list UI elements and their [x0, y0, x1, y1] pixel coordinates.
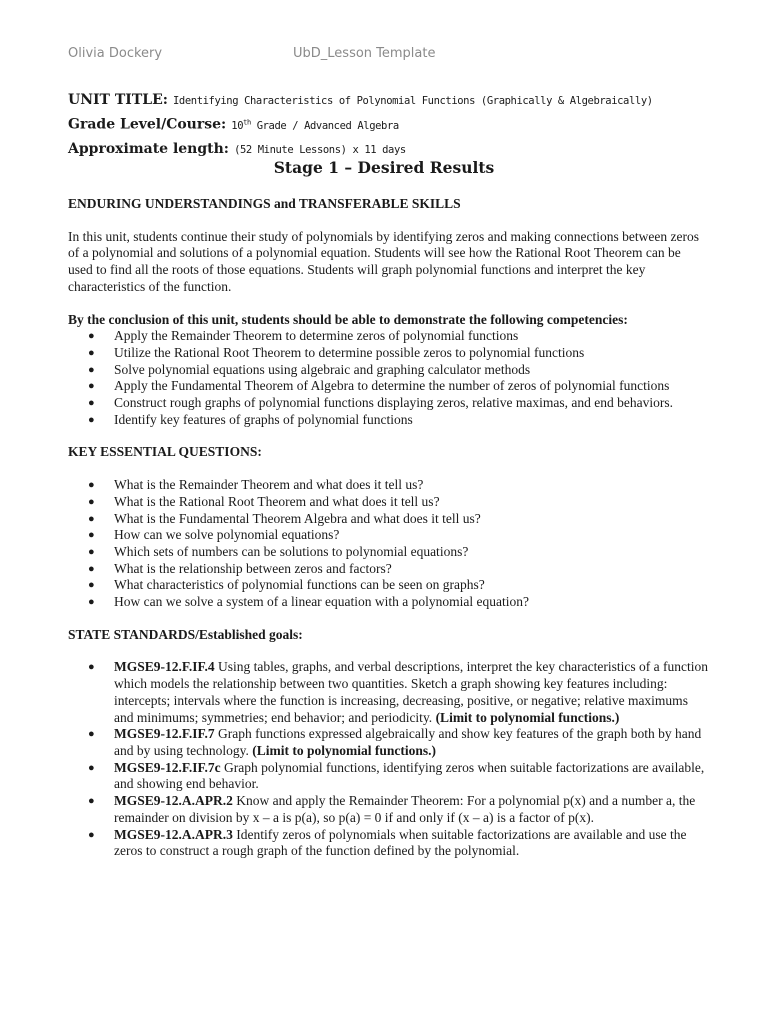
question-item-text: What is the Fundamental Theorem Algebra and what does it tell us? [114, 510, 481, 526]
competency-item-text: Solve polynomial equations using algebraic and graphing calculator methods [114, 361, 531, 377]
grade-value [231, 120, 399, 132]
competency-intro: By the conclusion of this unit, students should be able to demonstrate the following competencies: [68, 311, 628, 327]
standard-limit-note: (Limit to polynomial functions.) [252, 742, 436, 758]
question-item-text: What is the relationship between zeros and factors? [114, 560, 392, 576]
standard-item [68, 760, 708, 793]
grade-suffix: th [243, 118, 251, 126]
page-header [68, 46, 708, 66]
standard-text: Identify zeros of polynomials when suitable factorizations are available and use the zeros to construct a rough graph of the function defined by the polynomial. [114, 826, 687, 859]
standard-code: MGSE9-12.F.IF.7 [114, 726, 215, 742]
question-item-text: How can we solve polynomial equations? [114, 527, 340, 543]
enduring-paragraph: In this unit, students continue their study of polynomials by identifying zeros and making connections between zeros of a polynomial and solutions of a polynomial equation. Students will see how the Rational Root Theorem can be used to find all the roots of those equations. Students will graph polynomial functions and interpret the key characteristics of the function. [68, 228, 699, 294]
competency-item-text: Apply the Remainder Theorem to determine zeros of polynomial functions [114, 328, 519, 344]
unit-title-line [68, 88, 728, 112]
bullet-icon: ● [88, 363, 95, 376]
standard-item [68, 659, 708, 726]
template-name: UbD_Lesson Template [293, 46, 436, 61]
bullet-icon: ● [88, 512, 95, 525]
standard-code: MGSE9-12.F.IF.4 [114, 659, 215, 675]
unit-meta [68, 88, 728, 161]
bullet-icon: ● [88, 413, 95, 426]
bullet-icon: ● [88, 728, 95, 741]
competency-item-text: Apply the Fundamental Theorem of Algebra to determine the number of zeros of polynomial functions [114, 378, 670, 394]
document-body [68, 196, 708, 860]
length-value: (52 Minute Lessons) x 11 days [234, 143, 406, 156]
grade-number: 10 [231, 119, 244, 132]
questions-heading: KEY ESSENTIAL QUESTIONS: [68, 444, 262, 460]
question-item-text: Which sets of numbers can be solutions to polynomial equations? [114, 543, 469, 559]
bullet-icon: ● [88, 479, 95, 492]
question-item-text: How can we solve a system of a linear equation with a polynomial equation? [114, 594, 530, 610]
bullet-icon: ● [88, 330, 95, 343]
question-item [68, 494, 708, 511]
bullet-icon: ● [88, 661, 95, 674]
author-name: Olivia Dockery [68, 46, 163, 61]
competency-item [68, 412, 708, 429]
bullet-icon: ● [88, 596, 95, 609]
length-line [68, 137, 728, 161]
competency-list [68, 328, 708, 428]
question-item [68, 477, 708, 494]
bullet-icon: ● [88, 828, 95, 841]
question-item [68, 561, 708, 578]
competency-item [68, 345, 708, 362]
standard-item [68, 793, 708, 826]
bullet-icon: ● [88, 346, 95, 359]
unit-title-value: Identifying Characteristics of Polynomial Functions (Graphically & Algebraically) [173, 95, 653, 107]
question-item [68, 544, 708, 561]
bullet-icon: ● [88, 397, 95, 410]
competency-item-text: Identify key features of graphs of polynomial functions [114, 411, 413, 427]
question-item-text: What is the Rational Root Theorem and what does it tell us? [114, 493, 440, 509]
question-list [68, 477, 708, 611]
bullet-icon: ● [88, 562, 95, 575]
competency-item [68, 362, 708, 379]
grade-course: Grade / Advanced Algebra [256, 119, 399, 132]
question-item [68, 511, 708, 528]
standard-code: MGSE9-12.A.APR.3 [114, 826, 233, 842]
question-item [68, 527, 708, 544]
standard-item [68, 827, 708, 860]
standard-code: MGSE9-12.F.IF.7c [114, 759, 221, 775]
bullet-icon: ● [88, 579, 95, 592]
question-item [68, 594, 708, 611]
competency-item [68, 395, 708, 412]
length-label: Approximate length: [68, 140, 229, 157]
standard-item [68, 726, 708, 759]
competency-item-text: Utilize the Rational Root Theorem to determine possible zeros to polynomial functions [114, 344, 585, 360]
standard-text: Using tables, graphs, and verbal descriptions, interpret the key characteristics of a function which models the relationship between two quantities. Sketch a graph showing key features including: intercepts; intervals where the function is increasing, decreasing, positive, or negative; relative maximums and minimums; symmetries; end behavior; and periodicity. [114, 659, 708, 725]
bullet-icon: ● [88, 795, 95, 808]
standard-code: MGSE9-12.A.APR.2 [114, 793, 233, 809]
competency-item [68, 328, 708, 345]
standard-limit-note: (Limit to polynomial functions.) [435, 709, 620, 725]
standard-text: Graph functions expressed algebraically and show key features of the graph both by hand and by using technology. [114, 726, 702, 758]
standards-list [68, 659, 708, 859]
grade-label: Grade Level/Course: [68, 116, 227, 133]
question-item [68, 577, 708, 594]
question-item-text: What characteristics of polynomial functions can be seen on graphs? [114, 577, 485, 593]
question-item-text: What is the Remainder Theorem and what does it tell us? [114, 477, 424, 493]
competency-item-text: Construct rough graphs of polynomial functions displaying zeros, relative maximas, and end behaviors. [114, 395, 674, 411]
bullet-icon: ● [88, 380, 95, 393]
grade-line [68, 112, 728, 137]
stage-title: Stage 1 – Desired Results [273, 158, 495, 177]
standard-text: Know and apply the Remainder Theorem: For a polynomial p(x) and a number a, the remainder on division by x – a is p(a), so p(a) = 0 if and only if (x – a) is a factor of p(x). [114, 793, 696, 825]
bullet-icon: ● [88, 761, 95, 774]
unit-title-label: UNIT TITLE: [68, 92, 168, 108]
standard-text: Graph polynomial functions, identifying zeros when suitable factorizations are available, and showing end behavior. [114, 759, 705, 792]
bullet-icon: ● [88, 529, 95, 542]
standards-heading: STATE STANDARDS/Established goals: [68, 626, 303, 642]
bullet-icon: ● [88, 495, 95, 508]
competency-item [68, 378, 708, 395]
bullet-icon: ● [88, 545, 95, 558]
enduring-heading: ENDURING UNDERSTANDINGS and TRANSFERABLE SKILLS [68, 196, 461, 211]
